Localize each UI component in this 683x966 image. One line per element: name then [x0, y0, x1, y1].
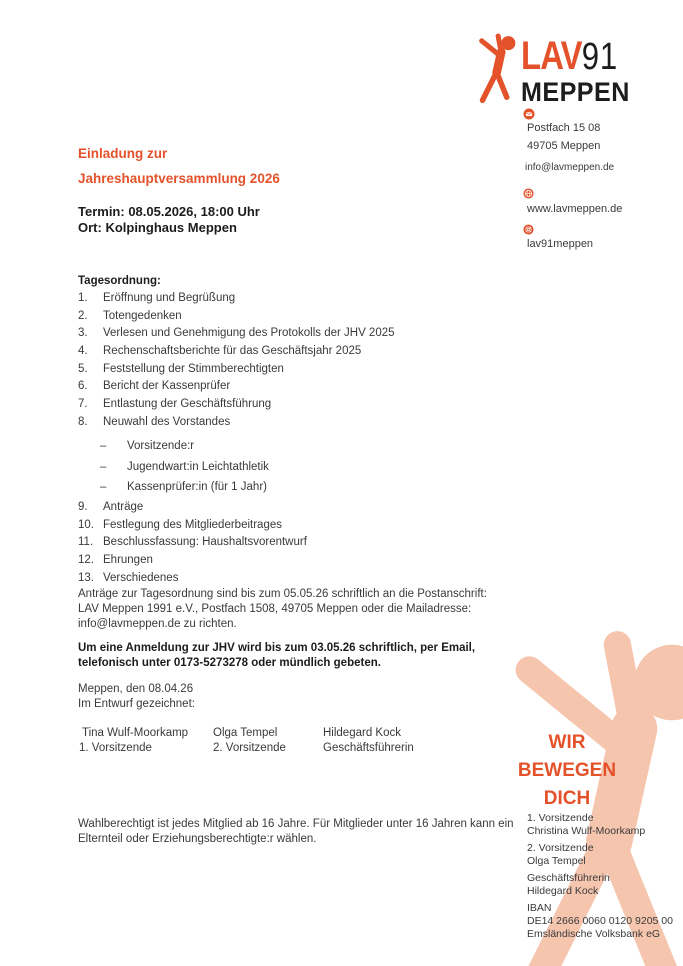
agenda-item: 4. Rechenschaftsberichte für das Geschäftsjahr 2025	[78, 345, 362, 358]
logo-lav: LAV	[521, 34, 582, 78]
meeting-location: Ort: Kolpinghaus Meppen	[78, 220, 237, 235]
contact-city: 49705 Meppen	[527, 140, 601, 152]
signature-block: Hildegard Kock Geschäftsführerin	[323, 727, 414, 754]
agenda-item: 5. Feststellung der Stimmberechtigten	[78, 362, 284, 375]
agenda-item: 2. Totengedenken	[78, 309, 182, 322]
contact-postfach: Postfach 15 08	[527, 122, 601, 134]
agenda-item: 8. Neuwahl des Vorstandes	[78, 415, 231, 428]
logo	[521, 36, 639, 106]
agenda-heading: Tagesordnung:	[78, 275, 161, 287]
meeting-date: Termin: 08.05.2026, 18:00 Uhr	[78, 204, 260, 219]
board-member: 2. Vorsitzende Olga Tempel	[527, 842, 594, 867]
board-info	[527, 812, 673, 945]
voting-note: Wahlberechtigt ist jedes Mitglied ab 16 Jahre. Für Mitglieder unter 16 Jahren kann ein Elternteil oder Erziehungsberechtigte:r wählen.	[78, 818, 514, 845]
board-member: Geschäftsführerin Hildegard Kock	[527, 872, 610, 897]
slogan: WIR BEWEGEN DICH	[517, 732, 617, 809]
draft-note-line: Im Entwurf gezeichnet:	[78, 698, 195, 710]
agenda-subitem: – Jugendwart:in Leichtathletik	[100, 460, 269, 473]
contact-instagram[interactable]: lav91meppen	[527, 238, 594, 250]
contact-website[interactable]: www.lavmeppen.de	[527, 203, 623, 215]
mail-icon	[523, 108, 535, 120]
agenda-subitem: – Vorsitzende:r	[100, 440, 195, 452]
logo-91: 91	[581, 36, 619, 78]
contact-email[interactable]: info@lavmeppen.de	[525, 162, 615, 173]
bank-info: IBAN DE14 2666 0060 0120 9205 00 Emsländische Volksbank eG	[527, 902, 673, 940]
agenda-item: 10. Festlegung des Mitgliederbeitrages	[78, 518, 282, 531]
agenda-item: 11. Beschlussfassung: Haushaltsvorentwurf	[78, 536, 307, 549]
signature-block: Tina Wulf-Moorkamp 1. Vorsitzende	[79, 727, 189, 754]
runner-figure-icon	[477, 31, 524, 107]
agenda-list	[78, 292, 538, 434]
agenda-item: 9. Anträge	[78, 501, 144, 513]
logo-name	[521, 36, 618, 76]
agenda-item: 6. Bericht der Kassenprüfer	[78, 380, 231, 393]
agenda-item: 1. Eröffnung und Begrüßung	[78, 292, 236, 304]
agenda-item: 7. Entlastung der Geschäftsführung	[78, 398, 272, 411]
motions-paragraph: Anträge zur Tagesordnung sind bis zum 05.05.26 schriftlich an die Postanschrift: LAV Meppen 1991 e.V., Postfach 1508, 49705 Meppen oder die Mailadresse: info@lavmeppen.de zu richten.	[78, 588, 487, 630]
invitation-title-line2: Jahreshauptversammlung 2026	[78, 171, 280, 186]
signature-block: Olga Tempel 2. Vorsitzende	[213, 727, 286, 754]
registration-paragraph: Um eine Anmeldung zur JHV wird bis zum 03.05.26 schriftlich, per Email, telefonisch unter 0173-5273278 oder mündlich gebeten.	[78, 642, 476, 670]
invitation-title-line1: Einladung zur	[78, 146, 168, 161]
logo-city: MEPPEN	[521, 77, 630, 107]
agenda-item: 13. Verschiedenes	[78, 571, 179, 584]
board-member: 1. Vorsitzende Christina Wulf-Moorkamp	[527, 812, 646, 837]
agenda-item: 12. Ehrungen	[78, 554, 153, 567]
agenda-list-continued	[78, 501, 538, 589]
globe-icon	[523, 188, 534, 199]
agenda-subitem: – Kassenprüfer:in (für 1 Jahr)	[100, 481, 267, 494]
agenda-sublist	[78, 440, 538, 502]
date-place-line: Meppen, den 08.04.26	[78, 683, 194, 695]
agenda-item: 3. Verlesen und Genehmigung des Protokolls der JHV 2025	[78, 327, 395, 340]
instagram-icon	[523, 224, 534, 235]
